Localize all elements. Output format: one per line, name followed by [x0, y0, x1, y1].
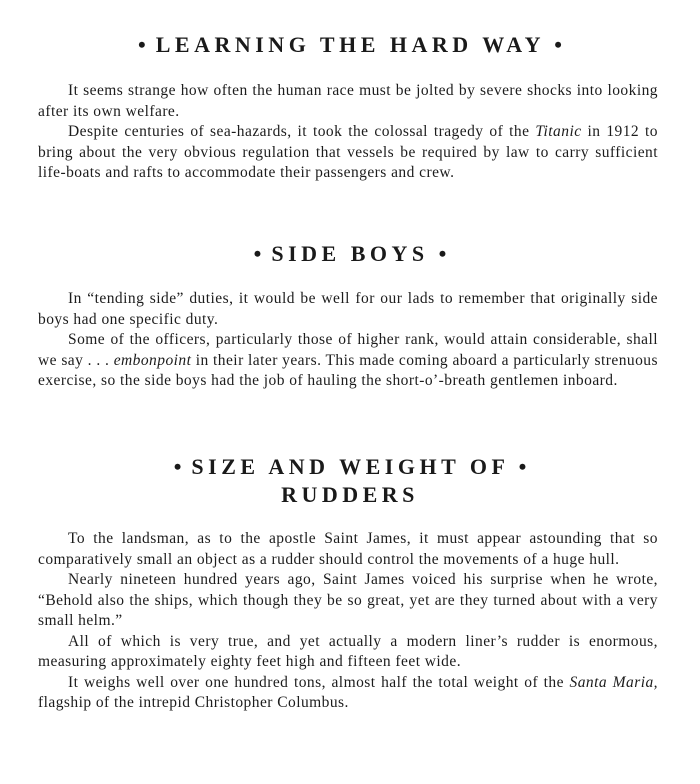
heading-text: SIZE AND WEIGHT OF [191, 454, 509, 479]
section-heading-line2 [0, 481, 700, 509]
text-run: flagship of the intrepid Christopher Columbus. [38, 694, 349, 711]
heading-bullet-left: • [138, 32, 146, 57]
text-run: in 1912 to bring about the very obvious regulation that vessels be required by law to carry sufficient life-boats and rafts to accommodate their passengers and crew. [38, 123, 658, 181]
heading-bullet-left: • [173, 454, 182, 479]
paragraph [38, 673, 658, 714]
paragraph [38, 529, 658, 570]
section-heading-size-and-weight-of-rudders [0, 453, 700, 481]
text-run: To the landsman, as to the apostle Saint James, it must appear astounding that so comparatively small an object as a rudder should control the movements of a huge hull. [38, 530, 658, 568]
text-run: All of which is very true, and yet actually a modern liner’s rudder is enormous, measuring approximately eighty feet high and fifteen feet wide. [38, 632, 658, 670]
paragraph [38, 570, 658, 632]
text-run: Some of the officers, particularly those of higher rank, would attain considerable, shall we say . . . [38, 331, 658, 369]
heading-text: LEARNING THE HARD WAY [155, 32, 545, 57]
text-run: Despite centuries of sea-hazards, it took the colossal tragedy of the [68, 123, 536, 140]
heading-bullet-right: • [518, 454, 527, 479]
heading-text-line2: RUDDERS [281, 482, 419, 507]
heading-bullet-right: • [554, 32, 562, 57]
paragraph [38, 632, 658, 673]
heading-text: SIDE BOYS [271, 241, 429, 266]
paragraph [38, 81, 658, 122]
text-run: It weighs well over one hundred tons, almost half the total weight of the [68, 673, 570, 691]
italic-run: embonpoint [113, 351, 192, 369]
paragraph [38, 122, 658, 184]
section-heading-side-boys [0, 240, 700, 268]
text-run: in their later years. This made coming aboard a particularly strenuous exercise, so the side boys had the job of hauling the short-o’-breath gentlemen inboard. [38, 351, 658, 389]
section-body-side-boys [38, 289, 658, 392]
section-body-size-and-weight-of-rudders [38, 529, 658, 714]
paragraph [38, 330, 658, 392]
paragraph [38, 289, 658, 330]
italic-run: Santa Maria, [569, 673, 658, 691]
text-run: It seems strange how often the human race must be jolted by severe shocks into looking after its own welfare. [38, 82, 658, 120]
text-run: Nearly nineteen hundred years ago, Saint James voiced his surprise when he wrote, “Behold also the ships, which though they be so great, yet are they turned about with a very small helm.” [38, 571, 658, 629]
section-body-learning-the-hard-way [38, 81, 658, 184]
italic-run: Titanic [535, 123, 582, 140]
heading-bullet-right: • [438, 241, 447, 266]
section-heading-learning-the-hard-way [0, 31, 700, 59]
text-run: In “tending side” duties, it would be well for our lads to remember that originally side boys had one specific duty. [38, 290, 658, 328]
heading-bullet-left: • [253, 241, 262, 266]
